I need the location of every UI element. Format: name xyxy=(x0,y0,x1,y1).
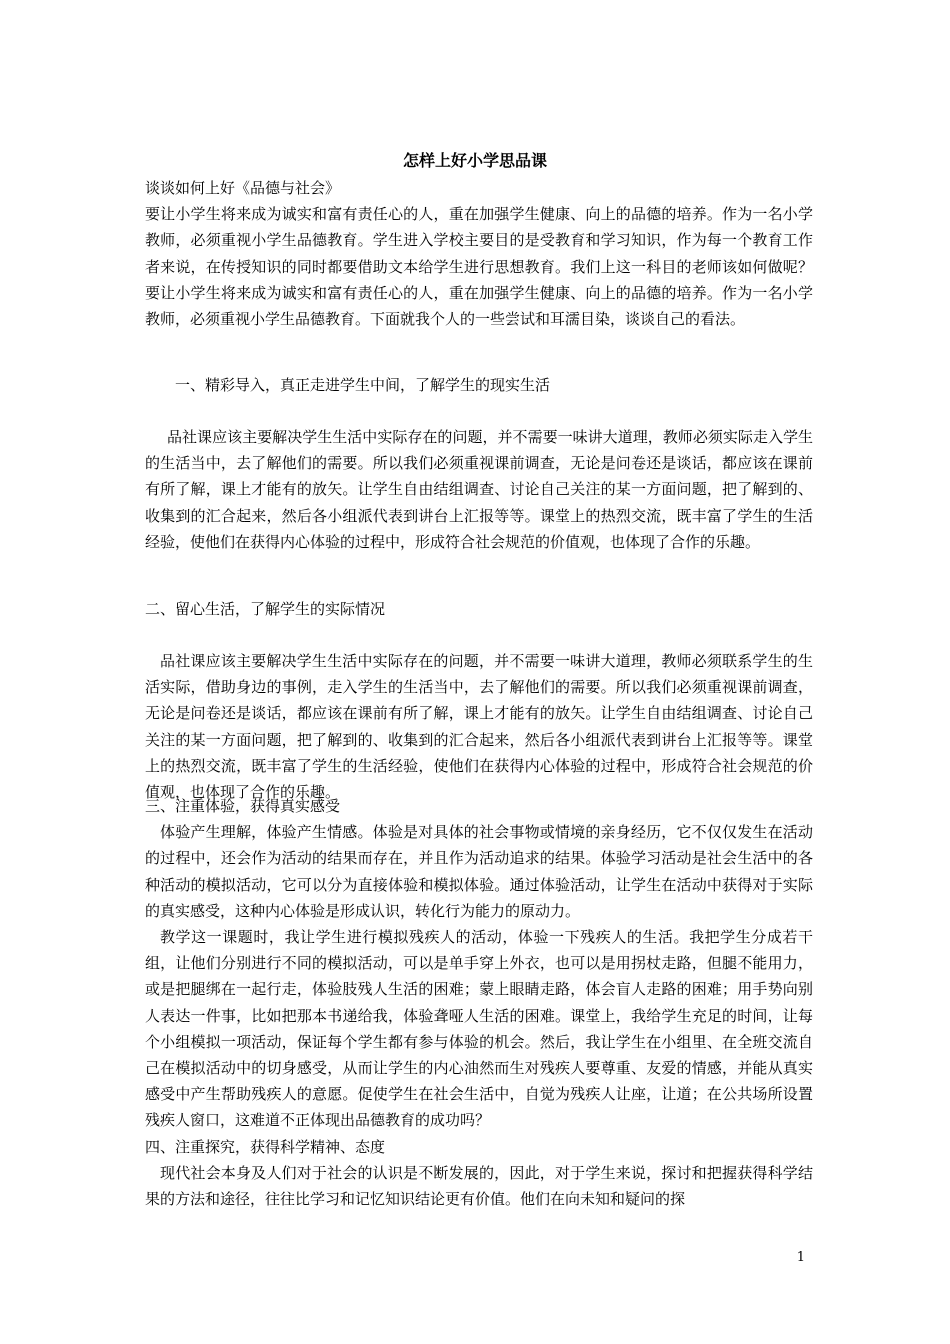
document-title: 怎样上好小学思品课 xyxy=(402,151,547,170)
section-3-heading: 三、注重体验，获得真实感受 xyxy=(145,797,341,815)
section-3-paragraph-2: 教学这一课题时，我让学生进行模拟残疾人的活动，体验一下残疾人的生活。我把学生分成若干组，让他们分别进行不同的模拟活动，可以是单手穿上外衣，也可以是用拐杖走路，但腿不能用力，或是把腿绑在一起行走，体验肢残人生活的困难；蒙上眼睛走路，体会盲人走路的困难；用手势向别人表达一件事，比如把那本书递给我，体验聋哑人生活的困难。课堂上，我给学生充足的时间，让每个小组模拟一项活动，保证每个学生都有参与体验的机会。然后，我让学生在小组里、在全班交流自己在模拟活动中的切身感受，从而让学生的内心油然而生对残疾人要尊重、友爱的情感，并能从真实感受中产生帮助残疾人的意愿。促使学生在社会生活中，自觉为残疾人让座，让道；在公共场所设置残疾人窗口，这难道不正体现出品德教育的成功吗？ xyxy=(145,928,813,1130)
section-1-body-block xyxy=(145,424,813,555)
section-3-paragraph-1: 体验产生理解，体验产生情感。体验是对具体的社会事物或情境的亲身经历，它不仅仅发生在活动的过程中，还会作为活动的结果而存在，并且作为活动追求的结果。体验学习活动是社会生活中的各种活动的模拟活动，它可以分为直接体验和模拟体验。通过体验活动，让学生在活动中获得对于实际的真实感受，这种内心体验是形成认识，转化行为能力的原动力。 xyxy=(145,823,813,920)
section-2-heading: 二、留心生活，了解学生的实际情况 xyxy=(145,600,386,618)
sections-3-4-block xyxy=(145,793,813,1212)
intro-paragraph: 要让小学生将来成为诚实和富有责任心的人，重在加强学生健康、向上的品德的培养。作为一名小学教师，必须重视小学生品德教育。学生进入学校主要目的是受教育和学习知识，作为每一个教育工作者来说，在传授知识的同时都要借助文本给学生进行思想教育。我们上这一科目的老师该如何做呢？要让小学生将来成为诚实和富有责任心的人，重在加强学生健康、向上的品德的培养。作为一名小学教师，必须重视小学生品德教育。下面就我个人的一些尝试和耳濡目染，谈谈自己的看法。 xyxy=(145,205,813,329)
section-4-heading: 四、注重探究，获得科学精神、态度 xyxy=(145,1137,386,1156)
section-2-heading-block xyxy=(145,596,813,622)
section-2-body-block xyxy=(145,648,813,805)
section-2-paragraph: 品社课应该主要解决学生生活中实际存在的问题，并不需要一味讲大道理，教师必须联系学生的生活实际，借助身边的事例，走入学生的生活当中，去了解他们的需要。所以我们必须重视课前调查，无论是问卷还是谈话，都应该在课前有所了解，课上才能有的放矢。让学生自由结组调查、讨论自己关注的某一方面问题，把了解到的、收集到的汇合起来，然后各小组派代表到讲台上汇报等等。课堂上的热烈交流，既丰富了学生的生活经验，使他们在获得内心体验的过程中，形成符合社会规范的价值观，也体现了合作的乐趣。 xyxy=(145,652,813,802)
section-1-heading-block xyxy=(145,372,813,398)
document-subtitle: 谈谈如何上好《品德与社会》 xyxy=(145,179,341,197)
intro-block xyxy=(145,175,813,332)
section-4-paragraph: 现代社会本身及人们对于社会的认识是不断发展的，因此，对于学生来说，探讨和把握获得科学结果的方法和途径，往往比学习和记忆知识结论更有价值。他们在向未知和疑问的探 xyxy=(145,1163,813,1209)
section-1-heading: 一、精彩导入，真正走进学生中间，了解学生的现实生活 xyxy=(175,376,551,394)
page-number: 1 xyxy=(796,1250,805,1265)
section-1-paragraph: 品社课应该主要解决学生生活中实际存在的问题，并不需要一味讲大道理，教师必须实际走入学生的生活当中，去了解他们的需要。所以我们必须重视课前调查，无论是问卷还是谈话，都应该在课前有所了解，课上才能有的放矢。让学生自由结组调查、讨论自己关注的某一方面问题，把了解到的、收集到的汇合起来，然后各小组派代表到讲台上汇报等等。课堂上的热烈交流，既丰富了学生的生活经验，使他们在获得内心体验的过程中，形成符合社会规范的价值观，也体现了合作的乐趣。 xyxy=(145,428,813,551)
